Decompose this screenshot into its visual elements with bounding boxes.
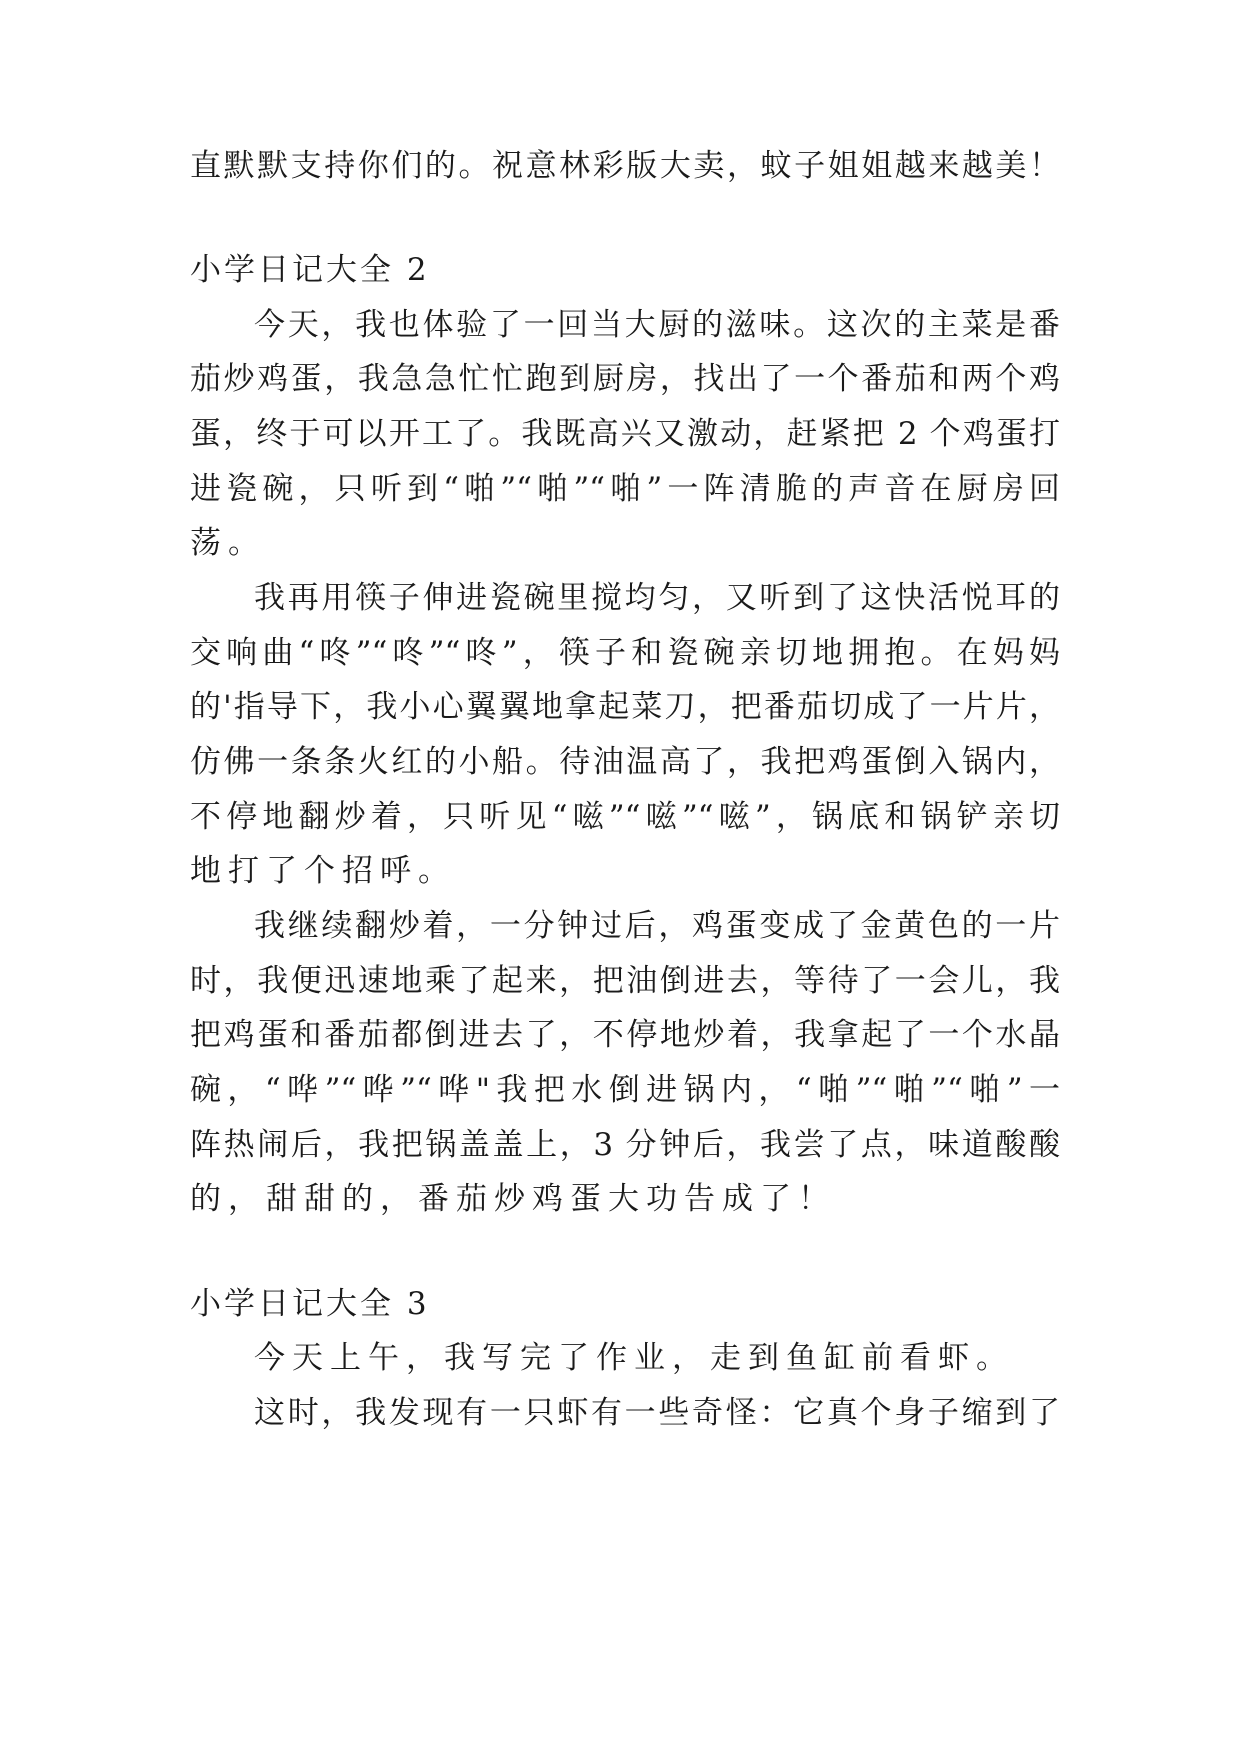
paragraph-line: 交响曲“咚”“咚”“咚”，筷子和瓷碗亲切地拥抱。在妈妈 bbox=[190, 635, 1060, 671]
paragraph-line: 今天上午，我写完了作业，走到鱼缸前看虾。 bbox=[254, 1340, 1014, 1376]
paragraph-line: 碗，“哗”“哗”“哗"我把水倒进锅内，“啪”“啪”“啪”一 bbox=[190, 1072, 1060, 1108]
paragraph-line: 这时，我发现有一只虾有一些奇怪：它真个身子缩到了 bbox=[254, 1395, 1060, 1431]
paragraph-line: 我继续翻炒着，一分钟过后，鸡蛋变成了金黄色的一片 bbox=[254, 908, 1060, 944]
section-heading-3: 小学日记大全 3 bbox=[190, 1286, 430, 1322]
paragraph-line: 的'指导下，我小心翼翼地拿起菜刀，把番茄切成了一片片， bbox=[190, 689, 1060, 725]
paragraph-line: 不停地翻炒着，只听见“嗞”“嗞”“嗞”，锅底和锅铲亲切 bbox=[190, 799, 1060, 835]
paragraph-line: 时，我便迅速地乘了起来，把油倒进去，等待了一会儿，我 bbox=[190, 963, 1060, 999]
paragraph-line: 进瓷碗，只听到“啪”“啪”“啪”一阵清脆的声音在厨房回 bbox=[190, 471, 1060, 507]
paragraph-line: 阵热闹后，我把锅盖盖上，3 分钟后，我尝了点，味道酸酸 bbox=[190, 1127, 1060, 1163]
paragraph-line: 今天，我也体验了一回当大厨的滋味。这次的主菜是番 bbox=[254, 307, 1060, 343]
paragraph-line: 把鸡蛋和番茄都倒进去了，不停地炒着，我拿起了一个水晶 bbox=[190, 1017, 1060, 1053]
paragraph-line: 我再用筷子伸进瓷碗里搅均匀，又听到了这快活悦耳的 bbox=[254, 580, 1060, 616]
paragraph-line: 直默默支持你们的。祝意林彩版大卖，蚊子姐姐越来越美！ bbox=[190, 148, 1060, 184]
section-heading-2: 小学日记大全 2 bbox=[190, 252, 430, 288]
paragraph-line: 荡。 bbox=[190, 525, 266, 561]
paragraph-line: 地打了个招呼。 bbox=[190, 853, 456, 889]
paragraph-line: 的，甜甜的，番茄炒鸡蛋大功告成了！ bbox=[190, 1181, 836, 1217]
paragraph-line: 蛋，终于可以开工了。我既高兴又激动，赶紧把 2 个鸡蛋打 bbox=[190, 416, 1060, 452]
paragraph-line: 茄炒鸡蛋，我急急忙忙跑到厨房，找出了一个番茄和两个鸡 bbox=[190, 361, 1060, 397]
paragraph-line: 仿佛一条条火红的小船。待油温高了，我把鸡蛋倒入锅内， bbox=[190, 744, 1060, 780]
